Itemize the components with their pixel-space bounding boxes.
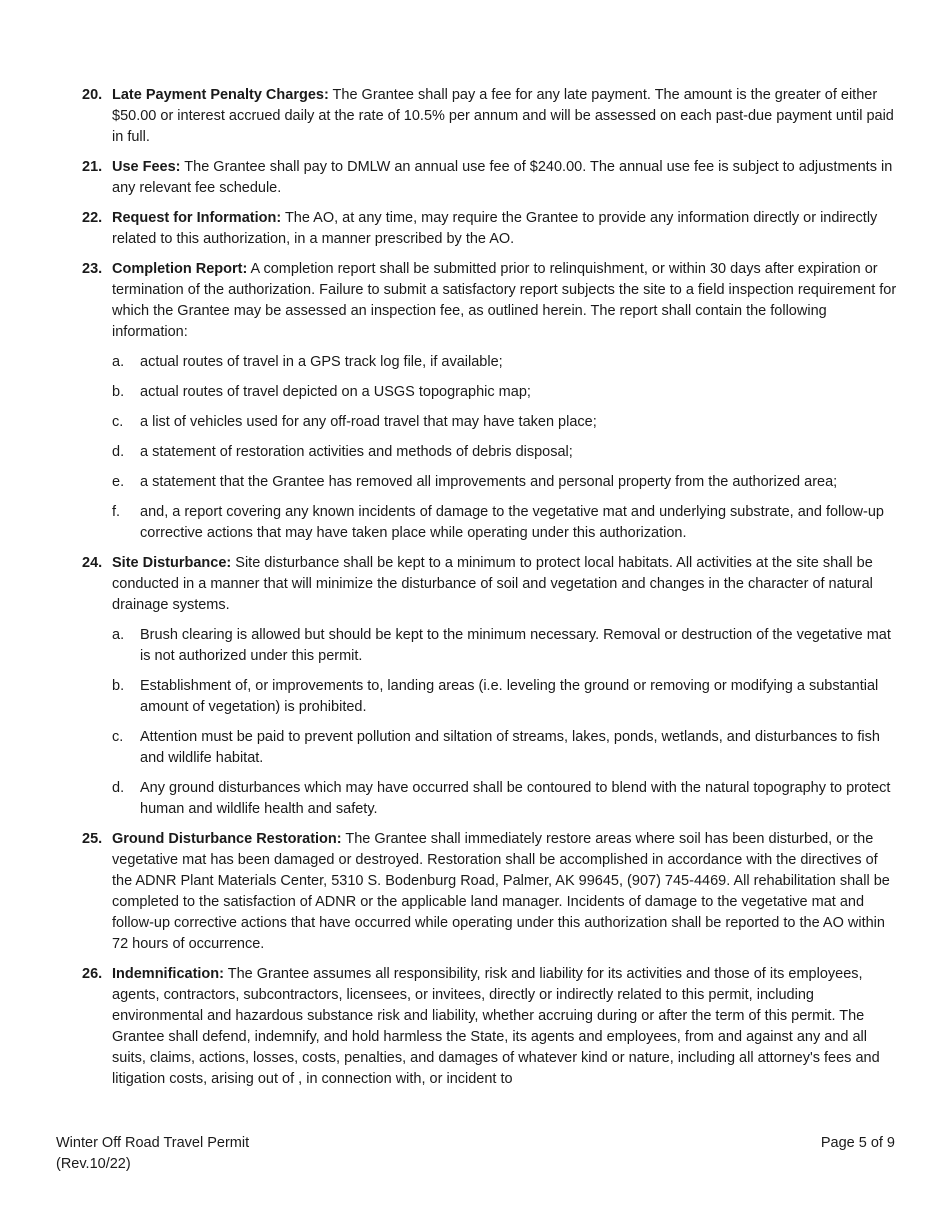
- numbered-item: [82, 829, 897, 955]
- sub-item: [112, 676, 897, 718]
- sub-item-text: a list of vehicles used for any off-road travel that may have taken place;: [140, 414, 597, 430]
- item-paragraph: [112, 964, 897, 1090]
- numbered-item: [82, 553, 897, 820]
- item-text: The Grantee shall pay a fee for any late payment. The amount is the greater of either $50.00 or interest accrued daily at the rate of 10.5% per annum and will be assessed on each past-due payment until paid in full.: [112, 87, 894, 145]
- numbered-item: [82, 964, 897, 1090]
- numbered-item: [82, 85, 897, 148]
- sub-item-letter: c.: [112, 729, 124, 745]
- sub-item-letter: b.: [112, 384, 125, 400]
- item-text: The AO, at any time, may require the Grantee to provide any information directly or indirectly related to this authorization, in a manner prescribed by the AO.: [112, 210, 878, 247]
- sub-item-text: Any ground disturbances which may have occurred shall be contoured to blend with the natural topography to protect human and wildlife health and safety.: [140, 780, 891, 817]
- sub-item: [112, 778, 897, 820]
- sub-item-text: a statement of restoration activities and methods of debris disposal;: [140, 444, 573, 460]
- sub-item-letter: a.: [112, 627, 125, 643]
- sub-item: [112, 727, 897, 769]
- sub-item-text: Brush clearing is allowed but should be kept to the minimum necessary. Removal or destruction of the vegetative mat is not authorized under this permit.: [140, 627, 891, 664]
- numbered-item: [82, 157, 897, 199]
- item-paragraph: [112, 553, 897, 616]
- item-heading: Indemnification:: [112, 966, 224, 982]
- item-paragraph: [112, 85, 897, 148]
- footer-title: Winter Off Road Travel Permit: [56, 1135, 250, 1151]
- sub-item-text: a statement that the Grantee has removed all improvements and personal property from the authorized area;: [140, 474, 838, 490]
- item-paragraph: [112, 157, 897, 199]
- item-heading: Ground Disturbance Restoration:: [112, 831, 342, 847]
- sub-item-text: and, a report covering any known incidents of damage to the vegetative mat and underlying substrate, and follow-up corrective actions that may have taken place while operating under this authorization.: [140, 504, 884, 541]
- sub-item: [112, 382, 897, 403]
- sub-item: [112, 502, 897, 544]
- item-number: 23.: [82, 261, 103, 277]
- sub-item-letter: d.: [112, 780, 125, 796]
- sub-item: [112, 442, 897, 463]
- item-number: 26.: [82, 966, 103, 982]
- sub-item: [112, 412, 897, 433]
- item-number: 22.: [82, 210, 103, 226]
- sub-item-letter: d.: [112, 444, 125, 460]
- item-number: 24.: [82, 555, 103, 571]
- item-number: 20.: [82, 87, 103, 103]
- item-number: 21.: [82, 159, 103, 175]
- item-paragraph: [112, 829, 897, 955]
- item-heading: Site Disturbance:: [112, 555, 232, 571]
- item-paragraph: [112, 208, 897, 250]
- item-text: A completion report shall be submitted prior to relinquishment, or within 30 days after expiration or termination of the authorization. Failure to submit a satisfactory report subjects the site to a field inspection requirement for which the Grantee may be assessed an inspection fee, as outlined herein. The report shall contain the following information:: [112, 261, 897, 340]
- footer-left: [56, 1133, 249, 1175]
- sub-item-letter: b.: [112, 678, 125, 694]
- sub-item-letter: c.: [112, 414, 124, 430]
- sub-item-letter: f.: [112, 504, 121, 520]
- item-text: The Grantee shall pay to DMLW an annual use fee of $240.00. The annual use fee is subject to adjustments in any relevant fee schedule.: [112, 159, 893, 196]
- sub-item: [112, 625, 897, 667]
- sub-item-letter: e.: [112, 474, 125, 490]
- sub-item-text: Establishment of, or improvements to, landing areas (i.e. leveling the ground or removing or modifying a substantial amount of vegetation) is prohibited.: [140, 678, 879, 715]
- sub-item: [112, 472, 897, 493]
- numbered-item: [82, 208, 897, 250]
- sub-item-text: Attention must be paid to prevent pollution and siltation of streams, lakes, ponds, wetlands, and disturbances to fish and wildlife habitat.: [140, 729, 880, 766]
- sub-item-text: actual routes of travel depicted on a USGS topographic map;: [140, 384, 531, 400]
- item-heading: Late Payment Penalty Charges:: [112, 87, 329, 103]
- item-heading: Use Fees:: [112, 159, 181, 175]
- sub-item-letter: a.: [112, 354, 125, 370]
- item-text: Site disturbance shall be kept to a minimum to protect local habitats. All activities at the site shall be conducted in a manner that will minimize the disturbance of soil and vegetation and changes in the character of natural drainage systems.: [112, 555, 873, 613]
- numbered-item: [82, 259, 897, 544]
- sub-item-text: actual routes of travel in a GPS track log file, if available;: [140, 354, 503, 370]
- item-number: 25.: [82, 831, 103, 847]
- item-text: The Grantee assumes all responsibility, risk and liability for its activities and those of its employees, agents, contractors, subcontractors, licensees, or invitees, directly or indirectly related to this permit, including environmental and hazardous substance risk and liability, whether accruing during or after the term of this permit. The Grantee shall defend, indemnify, and hold harmless the State, its agents and employees, from and against any and all suits, claims, actions, losses, costs, penalties, and damages of whatever kind or nature, including all attorney's fees and litigation costs, arising out of , in connection with, or incident to: [112, 966, 880, 1087]
- sub-item: [112, 352, 897, 373]
- footer-revision: (Rev.10/22): [56, 1156, 131, 1172]
- item-heading: Request for Information:: [112, 210, 282, 226]
- item-paragraph: [112, 259, 897, 343]
- item-text: The Grantee shall immediately restore areas where soil has been disturbed, or the vegetative mat has been damaged or destroyed. Restoration shall be accomplished in accordance with the directives of the ADNR Plant Materials Center, 5310 S. Bodenburg Road, Palmer, AK 99645, (907) 745-4469. All rehabilitation shall be completed to the satisfaction of ADNR or the applicable land manager. Incidents of damage to the vegetative mat and follow-up corrective actions that have occurred while operating under this authorization shall be reported to the AO within 72 hours of occurrence.: [112, 831, 890, 952]
- terms-list: [82, 85, 897, 1099]
- item-heading: Completion Report:: [112, 261, 248, 277]
- footer-page-number: Page 5 of 9: [820, 1135, 895, 1151]
